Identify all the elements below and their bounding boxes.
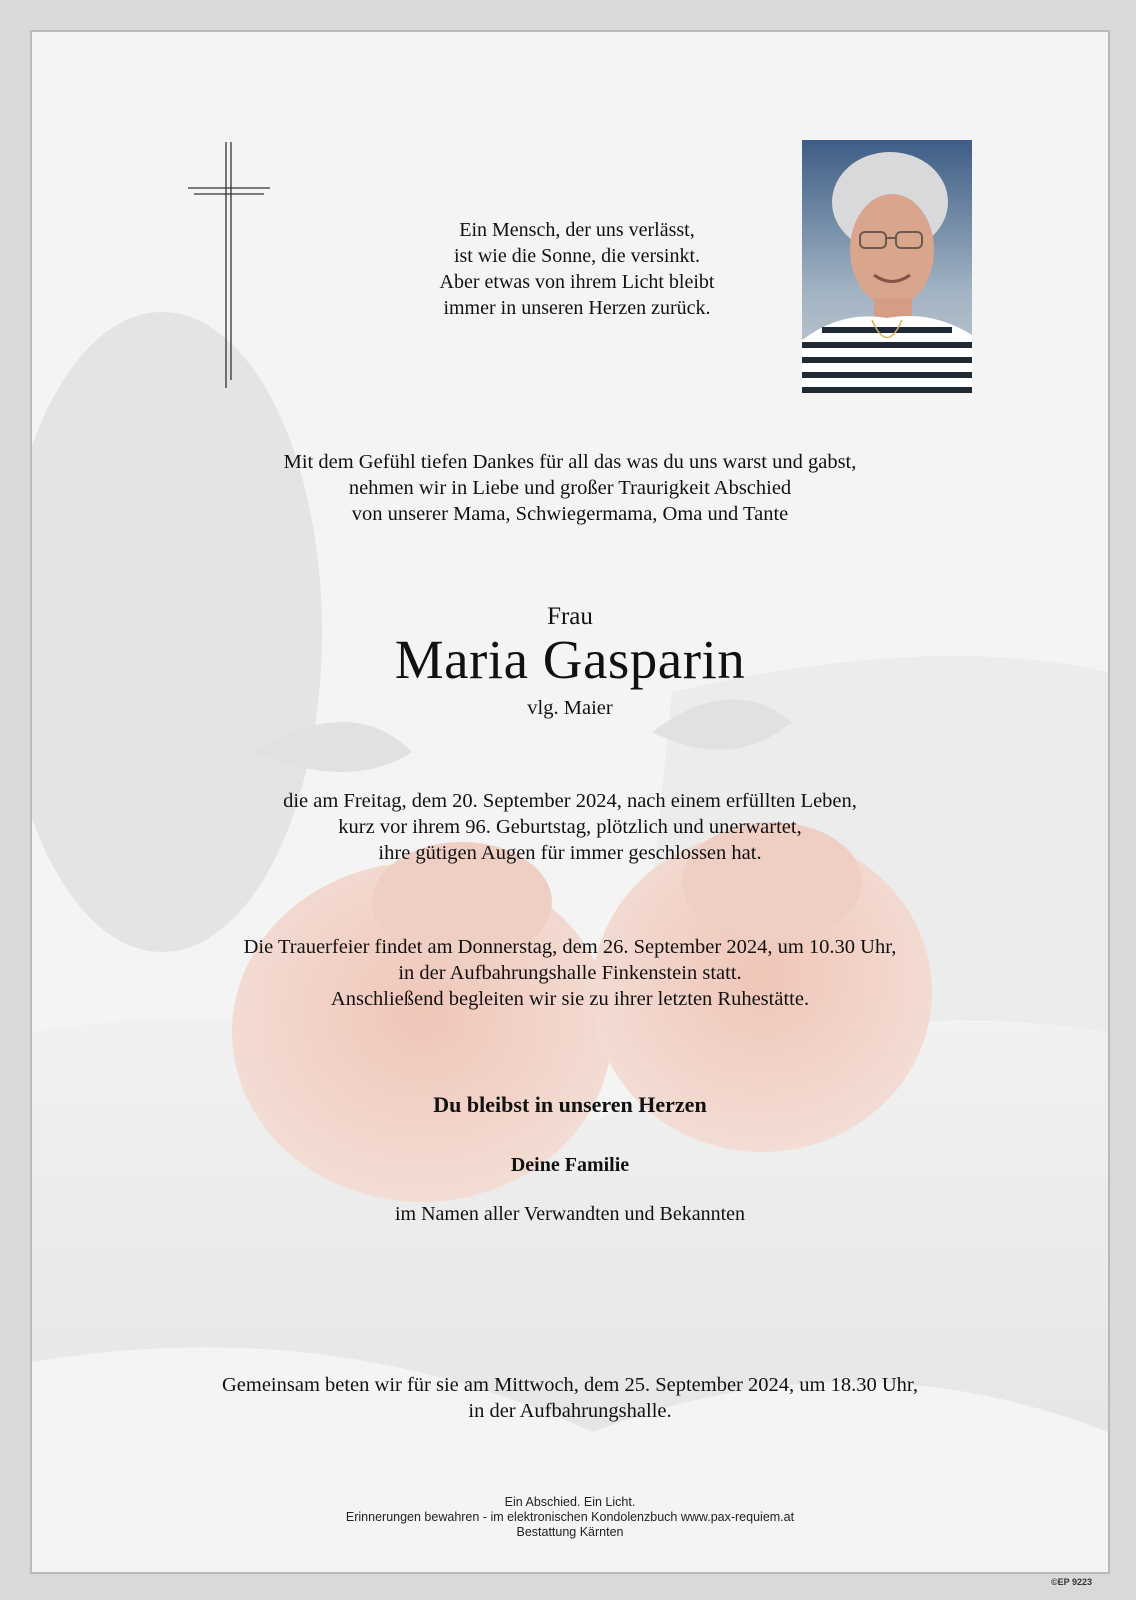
poem-line: ist wie die Sonne, die versinkt. [453, 245, 701, 267]
death-notice-line: die am Freitag, dem 20. September 2024, nach einem erfüllten Leben, [283, 790, 857, 812]
behalf-text: im Namen aller Verwandten und Bekannten [394, 1203, 746, 1225]
prayer-line: in der Aufbahrungshalle. [468, 1400, 672, 1422]
copyright-mark: ©EP 9223 [1051, 1577, 1092, 1587]
prayer-line: Gemeinsam beten wir für sie am Mittwoch, dem 25. September 2024, um 18.30 Uhr, [221, 1374, 919, 1396]
footer-line: Erinnerungen bewahren - im elektronischen Kondolenzbuch www.pax-requiem.at [345, 1510, 795, 1524]
salutation: Frau [547, 603, 593, 630]
funeral-details [32, 934, 1108, 1012]
intro-line: nehmen wir in Liebe und großer Traurigkeit Abschied [348, 477, 792, 499]
remember-heading: Du bleibst in unseren Herzen [433, 1092, 707, 1117]
death-notice-line: ihre gütigen Augen für immer geschlossen hat. [378, 842, 762, 864]
poem-line: Aber etwas von ihrem Licht bleibt [439, 271, 715, 293]
funeral-line: Die Trauerfeier findet am Donnerstag, dem 26. September 2024, um 10.30 Uhr, [243, 936, 897, 958]
footer-line: Ein Abschied. Ein Licht. [504, 1495, 636, 1509]
prayer-notice [32, 1372, 1108, 1424]
intro-line: von unserer Mama, Schwiegermama, Oma und Tante [351, 503, 789, 525]
death-notice [32, 788, 1108, 866]
funeral-line: in der Aufbahrungshalle Finkenstein statt. [398, 962, 742, 984]
funeral-line: Anschließend begleiten wir sie zu ihrer letzten Ruhestätte. [330, 988, 810, 1010]
poem-line: Ein Mensch, der uns verlässt, [459, 219, 695, 241]
footer [32, 1495, 1108, 1540]
intro-text [32, 449, 1108, 527]
death-notice-line: kurz vor ihrem 96. Geburtstag, plötzlich und unerwartet, [338, 816, 802, 838]
deceased-alias: vlg. Maier [527, 697, 613, 719]
obituary-sheet [30, 30, 1110, 1574]
poem-line: immer in unseren Herzen zurück. [443, 297, 711, 319]
family-signature: Deine Familie [510, 1154, 630, 1176]
intro-line: Mit dem Gefühl tiefen Dankes für all das was du uns warst und gabst, [283, 451, 857, 473]
footer-line: Bestattung Kärnten [516, 1525, 624, 1539]
deceased-name: Maria Gasparin [394, 629, 746, 690]
poem [272, 217, 882, 321]
cross-icon [188, 140, 278, 390]
